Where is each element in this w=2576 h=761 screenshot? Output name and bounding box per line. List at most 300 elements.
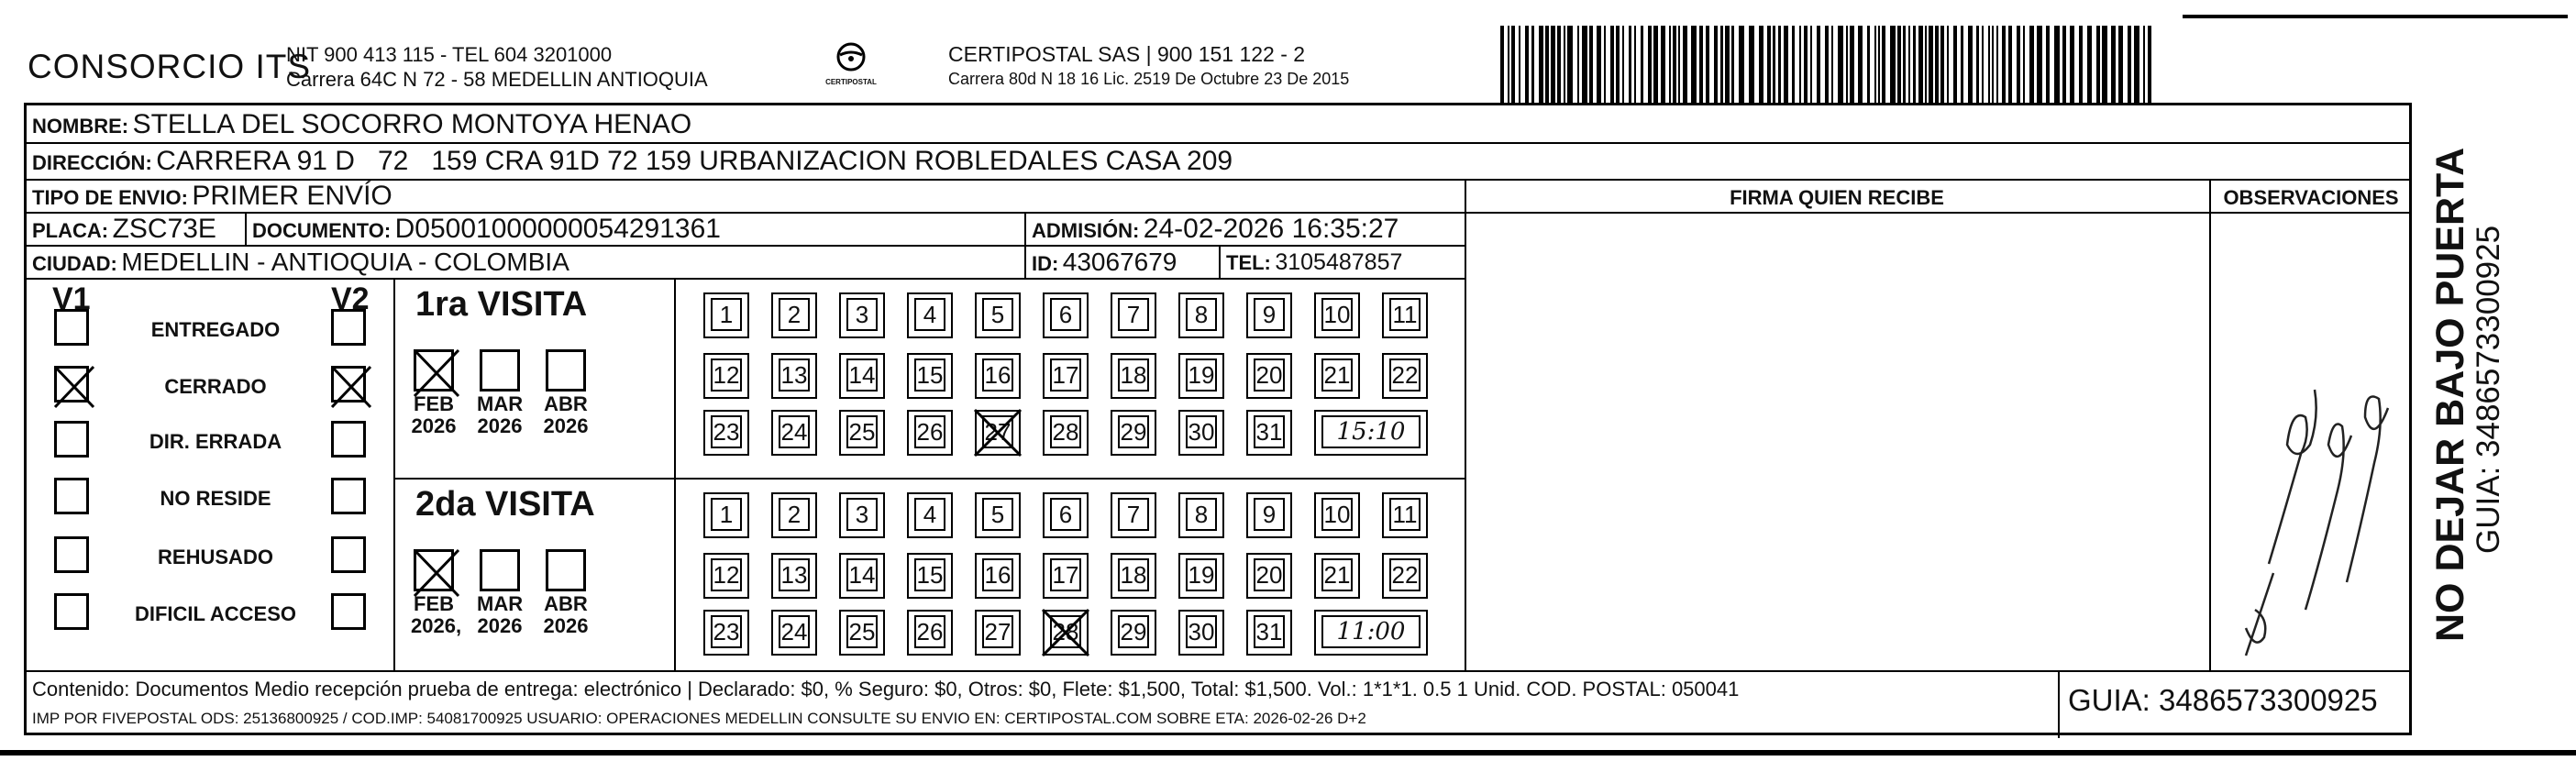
- day-number: 25: [846, 615, 878, 648]
- day-number: 29: [1118, 615, 1149, 648]
- day-number: 3: [846, 498, 878, 531]
- barcode-bar: [1925, 26, 1927, 103]
- day-cell[interactable]: [1111, 610, 1156, 656]
- barcode-bar: [1878, 26, 1880, 103]
- day-cell[interactable]: [771, 553, 817, 599]
- barcode-bar: [1903, 26, 1906, 103]
- day-cell[interactable]: [1043, 610, 1089, 656]
- barcode-bar: [1582, 26, 1587, 103]
- day-cell[interactable]: [839, 492, 885, 538]
- v1-checkbox[interactable]: [54, 536, 89, 573]
- v1-checkbox[interactable]: [54, 309, 89, 346]
- day-number: 20: [1254, 558, 1285, 591]
- logo-caption: CERTIPOSTAL: [825, 78, 877, 86]
- month-year: 2026: [543, 414, 589, 437]
- v2-checkbox[interactable]: [331, 478, 366, 514]
- barcode: [1500, 26, 2161, 103]
- status-option-label: DIR. ERRADA: [149, 430, 282, 453]
- day-cell[interactable]: [1314, 353, 1360, 399]
- direccion-label: DIRECCIÓN:: [32, 151, 152, 174]
- barcode-bar: [1539, 26, 1543, 103]
- barcode-bar: [1982, 26, 1984, 103]
- day-cell[interactable]: [1382, 492, 1428, 538]
- barcode-bar: [1913, 26, 1916, 103]
- barcode-bar: [1564, 26, 1565, 103]
- barcode-bar: [1604, 26, 1606, 103]
- tipo-row: [32, 181, 392, 212]
- nombre-row: [32, 109, 691, 140]
- barcode-bar: [2134, 26, 2139, 103]
- month-year: 2026: [543, 614, 589, 637]
- top-border-line: [2183, 15, 2568, 18]
- footer-print-line: IMP POR FIVEPOSTAL ODS: 25136800925 / COD.IMP: 54081700925 USUARIO: OPERACIONES MEDELLIN CONSULTE SU ENVIO EN: CERTIPOSTAL.COM SOBRE ETA: 2026-02-26 D+2: [32, 710, 1366, 727]
- admision-label: ADMISIÓN:: [1032, 219, 1140, 242]
- month-checkbox[interactable]: [414, 549, 454, 591]
- day-number: 8: [1186, 498, 1217, 531]
- month-label: [411, 592, 462, 637]
- day-cell[interactable]: [771, 410, 817, 456]
- month-name: FEB: [414, 592, 454, 615]
- barcode-bar: [1799, 26, 1801, 103]
- day-cell[interactable]: [1314, 553, 1360, 599]
- day-number: 7: [1118, 498, 1149, 531]
- day-cell[interactable]: [1382, 353, 1428, 399]
- day-number: 10: [1321, 498, 1353, 531]
- status-option-label: REHUSADO: [158, 546, 273, 568]
- day-cell[interactable]: [1246, 553, 1292, 599]
- day-number: 5: [982, 298, 1013, 331]
- side-guia: GUIA: 3486573300925: [2471, 225, 2506, 554]
- barcode-bar: [2037, 26, 2042, 103]
- barcode-bar: [2143, 26, 2145, 103]
- visit-time-box[interactable]: [1314, 410, 1428, 456]
- barcode-bar: [1749, 26, 1754, 103]
- day-number: 22: [1389, 358, 1421, 392]
- v2-checkbox[interactable]: [331, 421, 366, 458]
- day-cell[interactable]: [1043, 292, 1089, 338]
- day-number: 14: [846, 558, 878, 591]
- barcode-bar: [2096, 26, 2100, 103]
- day-number: 23: [711, 615, 742, 648]
- ciudad-value: MEDELLIN - ANTIOQUIA - COLOMBIA: [121, 248, 569, 276]
- day-cell[interactable]: [771, 610, 817, 656]
- barcode-bar: [1519, 26, 1520, 103]
- day-cell[interactable]: [975, 410, 1021, 456]
- barcode-bar: [1996, 26, 1998, 103]
- ciudad-label: CIUDAD:: [32, 252, 117, 275]
- ciudad-field: [32, 248, 569, 277]
- month-checkbox[interactable]: [414, 349, 454, 392]
- barcode-bar: [1858, 26, 1863, 103]
- day-number: 23: [711, 415, 742, 448]
- barcode-bar: [1874, 26, 1876, 103]
- day-cell[interactable]: [1314, 492, 1360, 538]
- barcode-bar: [1935, 26, 1939, 103]
- day-number: 31: [1254, 615, 1285, 648]
- barcode-bar: [1767, 26, 1771, 103]
- tipo-label: TIPO DE ENVIO:: [32, 186, 188, 209]
- v2-label: V2: [331, 281, 370, 316]
- day-number: 26: [914, 415, 945, 448]
- day-number: 21: [1321, 358, 1353, 392]
- day-cell[interactable]: [1178, 492, 1224, 538]
- placa-label: PLACA:: [32, 219, 109, 242]
- barcode-bar: [1648, 26, 1652, 103]
- barcode-bar: [2002, 26, 2006, 103]
- day-cell[interactable]: [907, 292, 953, 338]
- v2-checkbox[interactable]: [331, 366, 366, 403]
- day-cell[interactable]: [1246, 492, 1292, 538]
- carrier-name: CERTIPOSTAL SAS | 900 151 122 - 2: [948, 42, 1306, 66]
- barcode-bar: [1634, 26, 1636, 103]
- day-number: 19: [1186, 358, 1217, 392]
- barcode-bar: [1759, 26, 1763, 103]
- barcode-bar: [2029, 26, 2034, 103]
- barcode-bar: [1953, 26, 1957, 103]
- barcode-bar: [1850, 26, 1854, 103]
- v1-label: V1: [52, 281, 91, 316]
- day-number: 3: [846, 298, 878, 331]
- day-cell[interactable]: [975, 292, 1021, 338]
- day-cell[interactable]: [703, 292, 749, 338]
- steering-wheel-icon: [833, 40, 869, 73]
- v2-checkbox[interactable]: [331, 593, 366, 630]
- month-checkbox[interactable]: [546, 549, 586, 591]
- barcode-bar: [1725, 26, 1730, 103]
- day-cell[interactable]: [1043, 353, 1089, 399]
- day-cell[interactable]: [975, 553, 1021, 599]
- day-cell[interactable]: [975, 492, 1021, 538]
- day-number: 30: [1186, 615, 1217, 648]
- day-number: 24: [779, 415, 810, 448]
- day-number: 8: [1186, 298, 1217, 331]
- status-option-label: ENTREGADO: [150, 318, 281, 341]
- day-number: 12: [711, 558, 742, 591]
- barcode-bar: [1597, 26, 1601, 103]
- day-cell[interactable]: [1246, 292, 1292, 338]
- barcode-bar: [1929, 26, 1933, 103]
- day-cell[interactable]: [1178, 353, 1224, 399]
- day-number: 22: [1389, 558, 1421, 591]
- visit-time: 11:00: [1321, 615, 1421, 648]
- day-number: 12: [711, 358, 742, 392]
- month-name: MAR: [477, 392, 524, 415]
- status-option-label: CERRADO: [164, 375, 267, 398]
- barcode-bar: [1810, 26, 1812, 103]
- day-cell[interactable]: [1043, 492, 1089, 538]
- day-number: 31: [1254, 415, 1285, 448]
- visit-time: 15:10: [1321, 415, 1421, 448]
- barcode-bar: [1846, 26, 1848, 103]
- barcode-bar: [2118, 26, 2123, 103]
- barcode-bar: [2023, 26, 2025, 103]
- day-cell[interactable]: [839, 553, 885, 599]
- day-cell[interactable]: [703, 353, 749, 399]
- documento-field: [252, 214, 721, 245]
- day-cell[interactable]: [1111, 353, 1156, 399]
- barcode-bar: [1589, 26, 1593, 103]
- day-cell[interactable]: [1111, 292, 1156, 338]
- v1-checkbox[interactable]: [54, 593, 89, 630]
- barcode-bar: [1714, 26, 1718, 103]
- admision-field: [1032, 214, 1399, 245]
- day-number: 19: [1186, 558, 1217, 591]
- barcode-bar: [1908, 26, 1910, 103]
- id-field: [1032, 248, 1177, 277]
- day-number: 27: [982, 415, 1013, 448]
- day-number: 16: [982, 358, 1013, 392]
- day-cell[interactable]: [839, 610, 885, 656]
- day-cell[interactable]: [907, 553, 953, 599]
- id-label: ID:: [1032, 252, 1059, 275]
- observation-handwriting: [2218, 289, 2402, 665]
- placa-field: [32, 214, 216, 245]
- status-option-label: DIFICIL ACCESO: [134, 602, 296, 625]
- day-number: 4: [914, 498, 945, 531]
- check-x-mark: [53, 365, 95, 409]
- tipo-value: PRIMER ENVÍO: [192, 181, 392, 211]
- barcode-bar: [1699, 26, 1703, 103]
- barcode-bar: [1882, 26, 1885, 103]
- barcode-bar: [1947, 26, 1949, 103]
- side-warning: NO DEJAR BAJO PUERTA: [2428, 147, 2472, 642]
- barcode-bar: [2054, 26, 2060, 103]
- month-year: 2026: [477, 414, 523, 437]
- barcode-bar: [2008, 26, 2012, 103]
- day-cell[interactable]: [907, 353, 953, 399]
- barcode-bar: [1511, 26, 1515, 103]
- barcode-bar: [1629, 26, 1631, 103]
- day-number: 1: [711, 498, 742, 531]
- month-name: ABR: [544, 392, 588, 415]
- month-checkbox[interactable]: [480, 549, 520, 591]
- footer-content-line: Contenido: Documentos Medio recepción prueba de entrega: electrónico | Declarado: $0, % Seguro: $0, Otros: $0, Flete: $1,500, Total: $1,500. Vol.: 1*1*1. 0.5 1 Unid. COD. POSTAL: 050041: [32, 678, 1740, 700]
- barcode-bar: [1622, 26, 1624, 103]
- month-label: [477, 393, 523, 437]
- barcode-bar: [1867, 26, 1870, 103]
- day-cell[interactable]: [771, 492, 817, 538]
- day-cell[interactable]: [1043, 410, 1089, 456]
- day-number: 20: [1254, 358, 1285, 392]
- day-number: 15: [914, 558, 945, 591]
- carrier-info: [948, 42, 1349, 92]
- day-cell[interactable]: [1246, 353, 1292, 399]
- month-label: [543, 393, 589, 437]
- day-cell[interactable]: [1382, 553, 1428, 599]
- month-name: MAR: [477, 592, 524, 615]
- day-number: 2: [779, 498, 810, 531]
- barcode-bar: [1508, 26, 1509, 103]
- bottom-border-line: [0, 750, 2576, 755]
- barcode-bar: [1773, 26, 1775, 103]
- footer-guia: GUIA: 3486573300925: [2068, 683, 2378, 717]
- day-cell[interactable]: [1246, 610, 1292, 656]
- day-number: 9: [1254, 298, 1285, 331]
- barcode-bar: [1992, 26, 1994, 103]
- barcode-bar: [1968, 26, 1973, 103]
- day-number: 28: [1050, 415, 1081, 448]
- month-year: 2026: [411, 414, 457, 437]
- barcode-bar: [1669, 26, 1671, 103]
- day-cell[interactable]: [1246, 410, 1292, 456]
- barcode-bar: [1525, 26, 1529, 103]
- day-cell[interactable]: [1111, 553, 1156, 599]
- day-cell[interactable]: [771, 353, 817, 399]
- day-cell[interactable]: [907, 410, 953, 456]
- direccion-row: [32, 146, 1233, 177]
- barcode-bar: [1616, 26, 1620, 103]
- day-cell[interactable]: [703, 492, 749, 538]
- check-x-mark: [413, 548, 460, 598]
- v2-checkbox[interactable]: [331, 309, 366, 346]
- barcode-bar: [1567, 26, 1573, 103]
- day-number: 11: [1389, 498, 1421, 531]
- barcode-bar: [1577, 26, 1579, 103]
- day-cell[interactable]: [975, 353, 1021, 399]
- barcode-bar: [1545, 26, 1549, 103]
- day-number: 6: [1050, 298, 1081, 331]
- check-x-mark: [330, 365, 372, 409]
- barcode-bar: [1706, 26, 1709, 103]
- company-name: CONSORCIO ITS: [28, 48, 312, 85]
- day-cell[interactable]: [839, 292, 885, 338]
- v1-checkbox[interactable]: [54, 366, 89, 403]
- barcode-bar: [1551, 26, 1555, 103]
- day-cell[interactable]: [703, 410, 749, 456]
- day-cell[interactable]: [975, 610, 1021, 656]
- v1-checkbox[interactable]: [54, 421, 89, 458]
- barcode-bar: [1653, 26, 1658, 103]
- v1-checkbox[interactable]: [54, 478, 89, 514]
- barcode-bar: [1557, 26, 1561, 103]
- nombre-label: NOMBRE:: [32, 115, 129, 138]
- barcode-bar: [1988, 26, 1990, 103]
- month-checkbox[interactable]: [480, 349, 520, 392]
- day-cell[interactable]: [1111, 492, 1156, 538]
- status-option-label: NO RESIDE: [160, 487, 271, 510]
- barcode-bar: [2046, 26, 2050, 103]
- firma-header: FIRMA QUIEN RECIBE: [1730, 186, 1944, 209]
- barcode-bar: [1804, 26, 1808, 103]
- barcode-bar: [1897, 26, 1901, 103]
- barcode-bar: [1739, 26, 1744, 103]
- certipostal-logo: [825, 40, 877, 86]
- barcode-bar: [1890, 26, 1896, 103]
- observaciones-header: OBSERVACIONES: [2223, 186, 2399, 209]
- barcode-bar: [1831, 26, 1833, 103]
- barcode-bar: [2102, 26, 2107, 103]
- day-number: 7: [1118, 298, 1149, 331]
- day-cell[interactable]: [1111, 410, 1156, 456]
- month-name: ABR: [544, 592, 588, 615]
- visit-time-box[interactable]: [1314, 610, 1428, 656]
- month-year: 2026,: [411, 614, 462, 637]
- barcode-bar: [1918, 26, 1923, 103]
- day-number: 27: [982, 615, 1013, 648]
- day-cell[interactable]: [1178, 410, 1224, 456]
- day-cell[interactable]: [1314, 292, 1360, 338]
- day-cell[interactable]: [907, 610, 953, 656]
- month-checkbox[interactable]: [546, 349, 586, 392]
- delivery-form: [24, 103, 2412, 735]
- day-cell[interactable]: [703, 610, 749, 656]
- visit-title: 1ra VISITA: [415, 285, 588, 324]
- day-number: 26: [914, 615, 945, 648]
- day-cell[interactable]: [907, 492, 953, 538]
- day-cell[interactable]: [703, 553, 749, 599]
- id-value: 43067679: [1062, 248, 1177, 276]
- barcode-bar: [1838, 26, 1843, 103]
- day-cell[interactable]: [839, 353, 885, 399]
- day-cell[interactable]: [1178, 292, 1224, 338]
- barcode-bar: [1720, 26, 1723, 103]
- day-number: 2: [779, 298, 810, 331]
- barcode-bar: [2087, 26, 2092, 103]
- direccion-value: CARRERA 91 D 72 159 CRA 91D 72 159 URBANIZACION ROBLEDALES CASA 209: [156, 146, 1233, 176]
- barcode-bar: [2148, 26, 2151, 103]
- barcode-bar: [1531, 26, 1534, 103]
- day-cell[interactable]: [771, 292, 817, 338]
- v2-checkbox[interactable]: [331, 536, 366, 573]
- day-cell[interactable]: [1178, 553, 1224, 599]
- barcode-bar: [2111, 26, 2116, 103]
- barcode-bar: [1683, 26, 1687, 103]
- visit-title: 2da VISITA: [415, 485, 595, 524]
- day-number: 6: [1050, 498, 1081, 531]
- barcode-bar: [1678, 26, 1680, 103]
- day-cell[interactable]: [1043, 553, 1089, 599]
- day-number: 30: [1186, 415, 1217, 448]
- barcode-bar: [1500, 26, 1504, 103]
- barcode-bar: [1961, 26, 1963, 103]
- barcode-bar: [1691, 26, 1697, 103]
- month-label: [477, 593, 523, 637]
- day-number: 4: [914, 298, 945, 331]
- day-number: 5: [982, 498, 1013, 531]
- documento-label: DOCUMENTO:: [252, 219, 392, 242]
- day-number: 28: [1050, 615, 1081, 648]
- day-number: 15: [914, 358, 945, 392]
- day-number: 17: [1050, 358, 1081, 392]
- day-cell[interactable]: [1382, 292, 1428, 338]
- barcode-bar: [1731, 26, 1734, 103]
- day-number: 9: [1254, 498, 1285, 531]
- month-year: 2026: [477, 614, 523, 637]
- tel-field: [1226, 249, 1402, 276]
- barcode-bar: [2017, 26, 2020, 103]
- day-number: 14: [846, 358, 878, 392]
- barcode-bar: [1976, 26, 1979, 103]
- barcode-bar: [1825, 26, 1829, 103]
- day-number: 10: [1321, 298, 1353, 331]
- day-cell[interactable]: [839, 410, 885, 456]
- placa-value: ZSC73E: [112, 214, 216, 244]
- check-x-mark: [413, 348, 460, 398]
- day-number: 25: [846, 415, 878, 448]
- day-number: 29: [1118, 415, 1149, 448]
- barcode-bar: [1792, 26, 1795, 103]
- check-x-mark: [1041, 608, 1090, 657]
- barcode-bar: [2062, 26, 2066, 103]
- day-number: 11: [1389, 298, 1421, 331]
- day-cell[interactable]: [1178, 610, 1224, 656]
- barcode-bar: [1641, 26, 1643, 103]
- day-number: 17: [1050, 558, 1081, 591]
- month-name: FEB: [414, 392, 454, 415]
- barcode-bar: [1610, 26, 1614, 103]
- tel-value: 3105487857: [1275, 249, 1403, 275]
- day-number: 13: [779, 358, 810, 392]
